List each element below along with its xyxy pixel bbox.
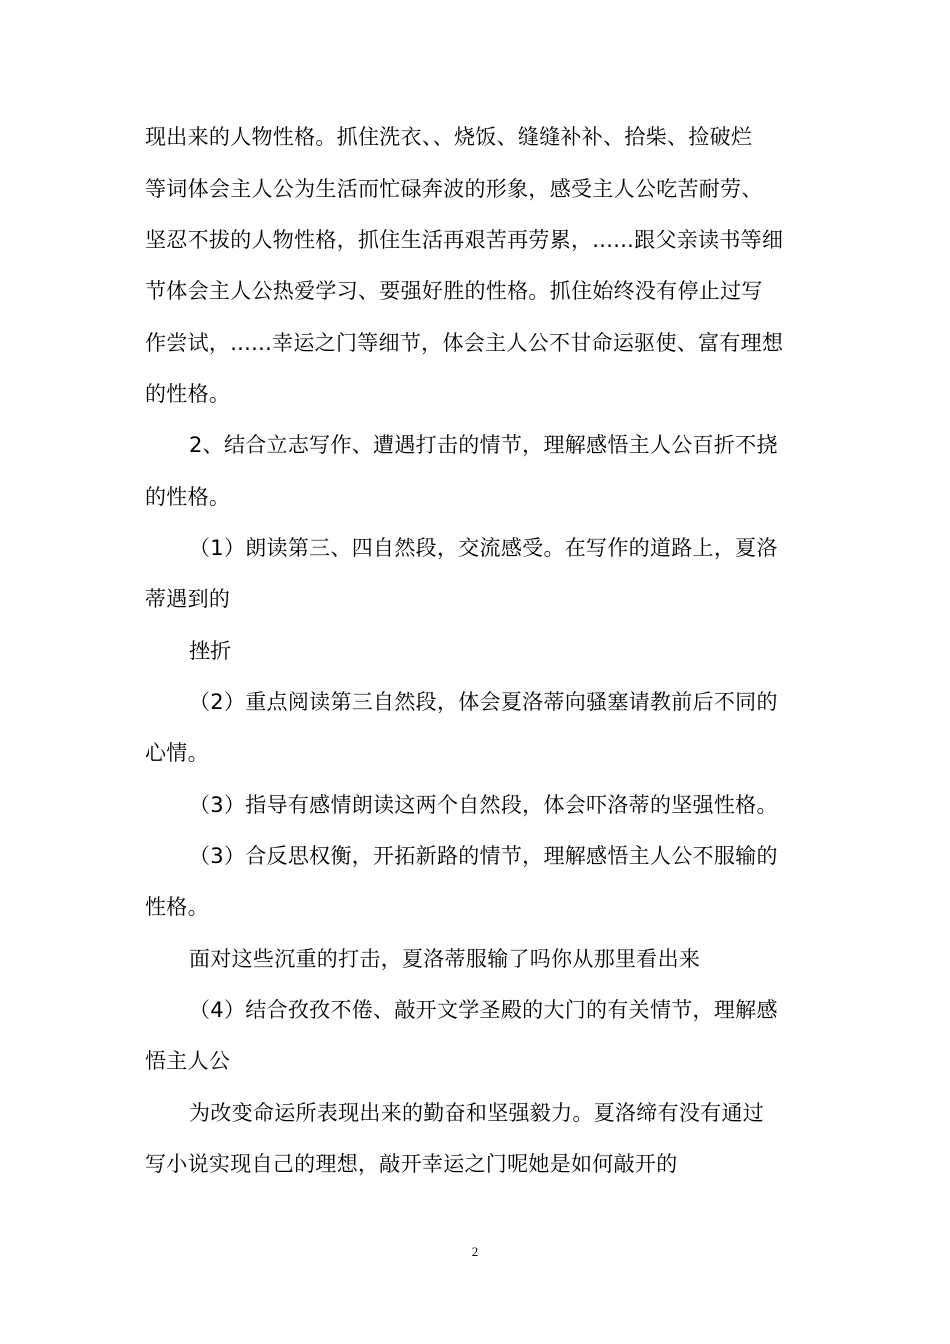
text-line: （3）合反思权衡，开拓新路的情节，理解感悟主人公不服输的 — [189, 844, 778, 868]
text-line: 节体会主人公热爱学习、要强好胜的性格。抓住始终没有停止过写 — [145, 279, 763, 303]
text-line: （4）结合孜孜不倦、敲开文学圣殿的大门的有关情节，理解感 — [189, 998, 778, 1022]
text-line: 现出来的人物性格。抓住洗衣、、烧饭、缝缝补补、拾柴、捡破烂 — [145, 125, 753, 149]
text-line: 的性格。 — [145, 382, 231, 406]
text-line: 面对这些沉重的打击，夏洛蒂服输了吗你从那里看出来 — [189, 947, 701, 971]
text-line: 心情。 — [145, 741, 209, 765]
text-line: 写小说实现自己的理想，敲开幸运之门呢她是如何敲开的 — [145, 1152, 678, 1176]
page-number: 2 — [471, 1244, 479, 1259]
text-line: 为改变命运所表现出来的勤奋和坚强毅力。夏洛缔有没有通过 — [189, 1101, 765, 1125]
text-line: 坚忍不拔的人物性格，抓住生活再艰苦再劳累，......跟父亲读书等细 — [145, 228, 784, 252]
text-line: 性格。 — [145, 895, 209, 919]
text-line: 作尝试，......幸运之门等细节，体会主人公不甘命运驱使、富有理想 — [145, 331, 784, 355]
text-line: 悟主人公 — [145, 1049, 231, 1073]
text-line: （2）重点阅读第三自然段，体会夏洛蒂向骚塞请教前后不同的 — [189, 690, 778, 714]
text-line: （1）朗读第三、四自然段，交流感受。在写作的道路上，夏洛 — [189, 536, 778, 560]
text-line: （3）指导有感情朗读这两个自然段，体会吓洛蒂的坚强性格。 — [189, 793, 778, 817]
text-line: 蒂遇到的 — [145, 587, 231, 611]
text-line: 等词体会主人公为生活而忙碌奔波的形象，感受主人公吃苦耐劳、 — [145, 177, 763, 201]
text-line: 的性格。 — [145, 485, 231, 509]
text-line: 挫折 — [189, 639, 232, 663]
text-line: 2、结合立志写作、遭遇打击的情节，理解感悟主人公百折不挠 — [189, 433, 778, 457]
